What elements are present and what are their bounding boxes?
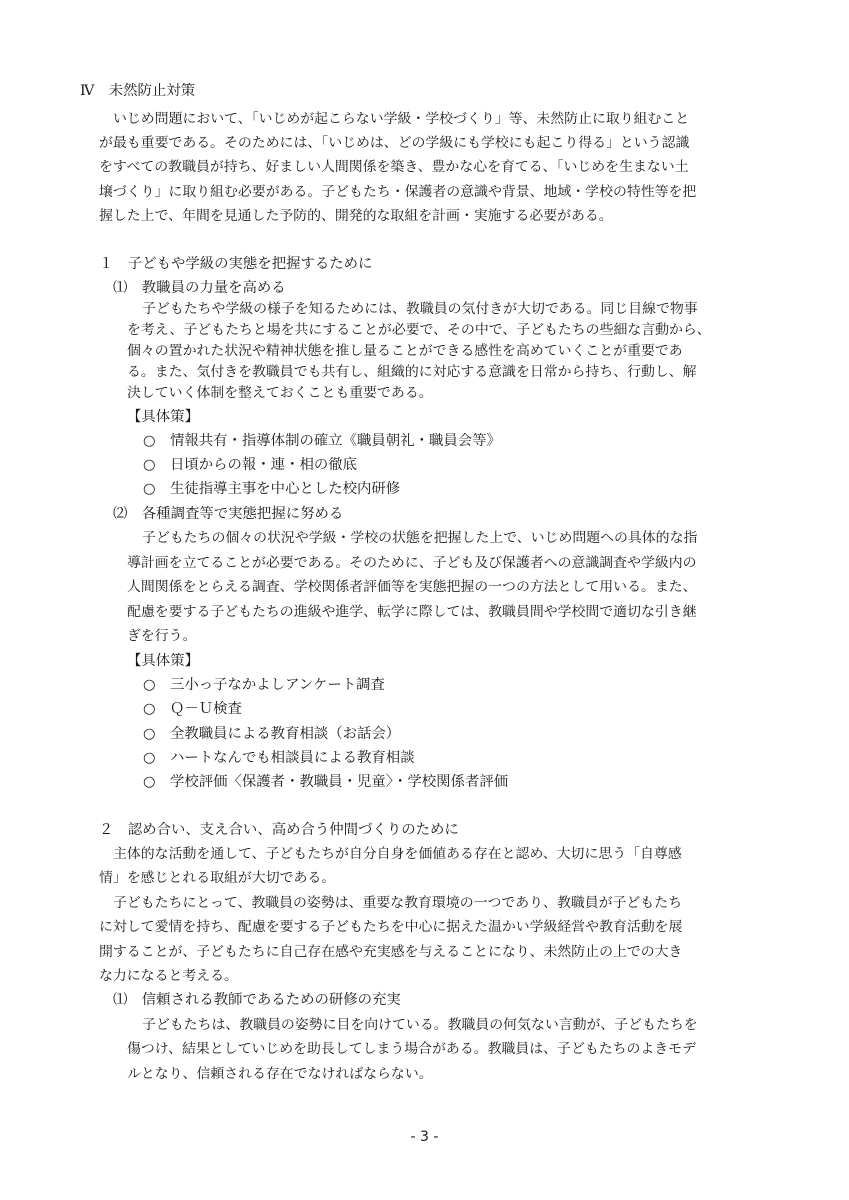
- part2-heading: ２ 認め合い、支え合い、高め合う仲間づくりのために: [99, 822, 459, 838]
- body-line: 子どもたちや学級の様子を知るためには、教職員の気付きが大切である。同じ目線で物事: [142, 301, 698, 317]
- body-line: る。また、気付きを教職員でも共有し、組織的に対応する意識を日常から持ち、行動し、解: [127, 364, 697, 380]
- body-line: ぎを行う。: [127, 628, 197, 644]
- body-line: を考え、子どもたちと場を共にすることが必要で、その中で、子どもたちの些細な言動から、: [127, 322, 711, 338]
- measure-item: ○ 日頃からの報・連・相の徹底: [143, 457, 358, 473]
- body-line: 個々の置かれた状況や精神状態を推し量ることができる感性を高めていくことが重要であ: [127, 343, 683, 359]
- measure-item: ○ 学校評価〈保護者・教職員・児童〉・学校関係者評価: [143, 774, 509, 790]
- intro-line: 壌づくり」に取り組む必要がある。子どもたち・保護者の意識や背景、地域・学校の特性等を把: [99, 184, 697, 200]
- body-line: 開することが、子どもたちに自己存在感や充実感を与えることになり、未然防止の上での大き: [99, 944, 683, 960]
- body-line: な力になると考える。: [99, 968, 238, 984]
- part1-sub1-heading: ⑴ 教職員の力量を高める: [113, 280, 286, 296]
- body-line: 子どもたちにとって、教職員の姿勢は、重要な教育環境の一つであり、教職員が子どもたち: [113, 895, 682, 911]
- intro-line: をすべての教職員が持ち、好ましい人間関係を築き、豊かな心を育てる、「いじめを生まない土: [99, 159, 689, 175]
- body-line: 傷つけ、結果としていじめを助長してしまう場合がある。教職員は、子どもたちのよきモデ: [127, 1041, 696, 1057]
- body-line: 人間関係をとらえる調査、学校関係者評価等を実態把握の一つの方法として用いる。また、: [127, 579, 697, 595]
- measure-item: ○ 生徒指導主事を中心とした校内研修: [143, 481, 401, 497]
- measures-label: 【具体策】: [127, 409, 199, 425]
- measures-label: 【具体策】: [127, 653, 199, 669]
- body-line: 子どもたちの個々の状況や学級・学校の状態を把握した上で、いじめ問題への具体的な指: [142, 530, 698, 546]
- body-line: 主体的な活動を通して、子どもたちが自分自身を価値ある存在と認め、大切に思う「自尊感: [113, 846, 682, 862]
- intro-line: が最も重要である。そのためには、「いじめは、どの学級にも学校にも起こり得る」という認識: [99, 135, 690, 151]
- measure-item: ○ 三小っ子なかよしアンケート調査: [143, 677, 385, 693]
- part1-heading: １ 子どもや学級の実態を把握するために: [99, 256, 373, 272]
- body-line: ルとなり、信頼される存在でなければならない。: [127, 1066, 433, 1082]
- body-line: 配慮を要する子どもたちの進級や進学、転学に際しては、教職員間や学校間で適切な引き継: [127, 604, 697, 620]
- intro-line: いじめ問題において、「いじめが起こらない学級・学校づくり」等、未然防止に取り組むこと: [113, 111, 690, 127]
- measure-item: ○ 情報共有・指導体制の確立《職員朝礼・職員会等》: [143, 433, 501, 449]
- measure-item: ○ ハートなんでも相談員による教育相談: [143, 750, 415, 766]
- measure-item: ○ Ｑ－Ｕ検査: [143, 701, 242, 717]
- body-line: 子どもたちは、教職員の姿勢に目を向けている。教職員の何気ない言動が、子どもたちを: [142, 1017, 698, 1033]
- measure-item: ○ 全教職員による教育相談（お話会）: [143, 726, 401, 742]
- section-heading: Ⅳ 未然防止対策: [80, 83, 196, 99]
- page-number: - 3 -: [410, 1129, 439, 1145]
- part2-sub1-heading: ⑴ 信頼される教師であるための研修の充実: [113, 992, 401, 1008]
- body-line: 決していく体制を整えておくことも重要である。: [127, 385, 433, 401]
- part1-sub2-heading: ⑵ 各種調査等で実態把握に努める: [113, 506, 344, 522]
- body-line: 情」を感じとれる取組が大切である。: [99, 870, 336, 886]
- body-line: 導計画を立てることが必要である。そのために、子ども及び保護者への意識調査や学級内の: [127, 555, 697, 571]
- intro-line: 握した上で、年間を見通した予防的、開発的な取組を計画・実施する必要がある。: [99, 208, 613, 224]
- body-line: に対して愛情を持ち、配慮を要する子どもたちを中心に据えた温かい学級経営や教育活動を展: [99, 919, 683, 935]
